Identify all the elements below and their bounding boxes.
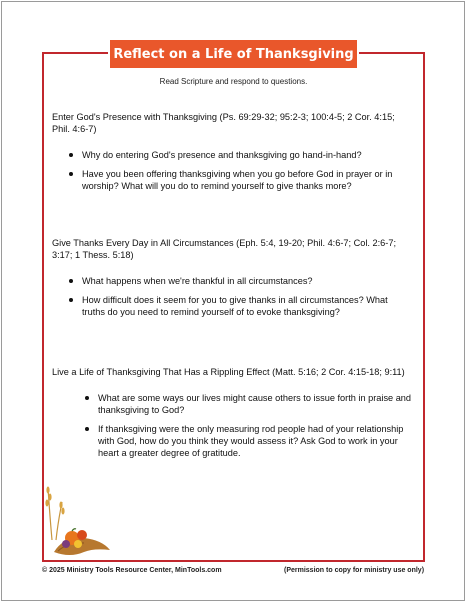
bullet-icon [85,396,89,400]
question-item [82,275,412,287]
footer-copyright: © 2025 Ministry Tools Resource Center, MinTools.com [42,567,222,574]
section-3 [52,366,412,459]
question-text: Why do entering God's presence and thanksgiving go hand-in-hand? [82,150,362,160]
section-2 [52,237,412,318]
question-text: What happens when we're thankful in all circumstances? [82,276,313,286]
question-text: Have you been offering thanksgiving when you go before God in prayer or in worship? What will you do to remind yourself to give thanks more? [82,169,393,191]
page-title [110,40,357,68]
question-item [98,423,414,459]
question-text: What are some ways our lives might cause others to issue forth in praise and thanksgiving to God? [98,393,412,415]
footer-permission: (Permission to copy for ministry use only) [284,567,425,574]
bullet-icon [69,279,73,283]
bullet-icon [69,172,73,176]
question-list [82,149,412,192]
bullet-icon [69,298,73,302]
instructions: Read Scripture and respond to questions. [159,77,308,86]
question-item [82,168,412,192]
question-list [82,275,412,318]
question-item [82,294,412,318]
section-heading: Give Thanks Every Day in All Circumstances (Eph. 5:4, 19-20; Phil. 4:6-7; Col. 2:6-7; 3:17; 1 Thess. 5:18) [52,238,397,260]
cornucopia-icon [44,478,114,558]
question-text: How difficult does it seem for you to give thanks in all circumstances? What truths do you need to remind yourself of to evoke thanksgiving? [82,295,388,317]
question-list [98,392,414,459]
section-1 [52,111,412,192]
question-item [98,392,414,416]
question-item [82,149,412,161]
bullet-icon [85,427,89,431]
page-title-text: Reflect on a Life of Thanksgiving [113,46,354,62]
question-text: If thanksgiving were the only measuring rod people had of your relationship with God, how do you think they would assess it? Ask God to work in your heart a greater degree of gratitude. [98,424,404,458]
section-heading: Enter God's Presence with Thanksgiving (Ps. 69:29-32; 95:2-3; 100:4-5; 2 Cor. 4:15; Phil. 4:6-7) [52,112,395,134]
section-heading: Live a Life of Thanksgiving That Has a Rippling Effect (Matt. 5:16; 2 Cor. 4:15-18; 9:11) [52,367,405,377]
bullet-icon [69,153,73,157]
